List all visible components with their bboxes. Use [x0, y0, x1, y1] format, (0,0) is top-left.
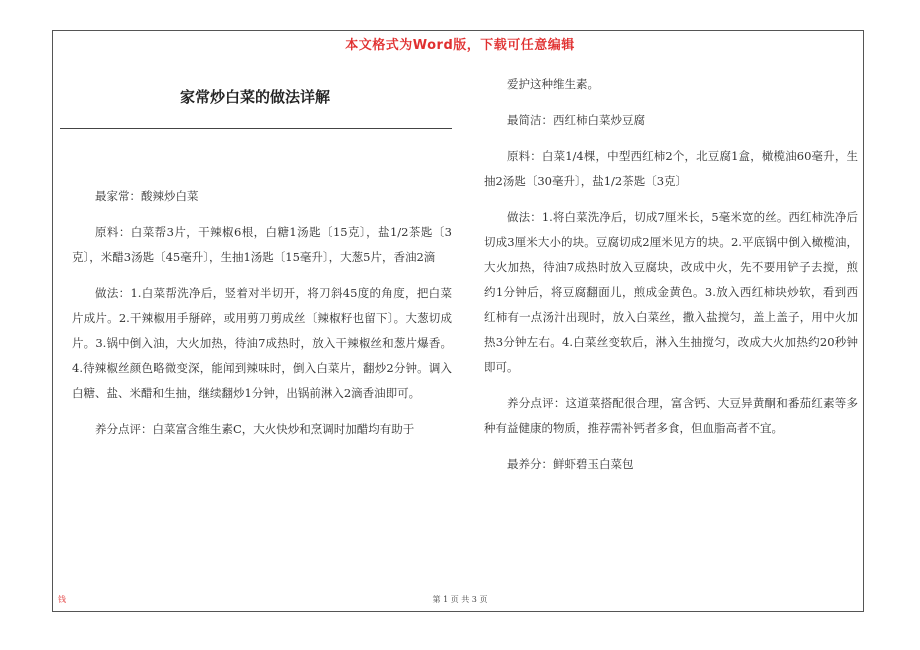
ingredients-paragraph: 原料：白菜1/4棵，中型西红柿2个，北豆腐1盒，橄榄油60毫升，生抽2汤匙〔30毫升〕，盐1/2茶匙〔3克〕: [484, 149, 858, 188]
right-column: [484, 72, 858, 488]
method-paragraph: 做法：1.将白菜洗净后，切成7厘米长，5毫米宽的丝。西红柿洗净后切成3厘米大小的块。豆腐切成2厘米见方的块。2.平底锅中倒入橄榄油，大火加热，待油7成热时放入豆腐块，改成中火，先不要用铲子去搅，煎约1分钟后，将豆腐翻面儿，煎成金黄色。3.放入西红柿块炒软，看到西红柿有一点汤汁出现时，放入白菜丝，撒入盐搅匀，盖上盖子，用中火加热3分钟左右。4.白菜丝变软后，淋入生抽搅匀，改成大火加热约20秒钟即可。: [484, 210, 858, 374]
continued-text: 爱护这种维生素。: [507, 77, 599, 91]
word-format-banner: 本文格式为Word版，下载可任意编辑: [345, 38, 575, 53]
left-column: [72, 184, 452, 453]
corner-mark: 钱: [58, 595, 66, 604]
nutrition-comment-paragraph: 养分点评：白菜富含维生素C，大火快炒和烹调时加醋均有助于: [95, 422, 415, 436]
page-number-footer: 第 1 页 共 3 页: [432, 595, 488, 604]
nutrition-comment-paragraph: 养分点评：这道菜搭配很合理，富含钙、大豆异黄酮和番茄红素等多种有益健康的物质，推荐需补钙者多食，但血脂高者不宜。: [484, 396, 858, 435]
document-title: 家常炒白菜的做法详解: [179, 88, 330, 106]
title-underline: [60, 128, 452, 129]
method-paragraph: 做法：1.白菜帮洗净后，竖着对半切开，将刀斜45度的角度，把白菜片成片。2.干辣椒用手掰碎，或用剪刀剪成丝〔辣椒籽也留下〕。大葱切成片。3.锅中倒入油，大火加热，待油7成热时，放入干辣椒丝和葱片爆香。4.待辣椒丝颜色略微变深，能闻到辣味时，倒入白菜片，翻炒2分钟。调入白糖、盐、米醋和生抽，继续翻炒1分钟，出锅前淋入2滴香油即可。: [72, 286, 452, 400]
ingredients-paragraph: 原料：白菜帮3片，干辣椒6根，白糖1汤匙〔15克〕，盐1/2茶匙〔3克〕，米醋3汤匙〔45毫升〕，生抽1汤匙〔15毫升〕，大葱5片，香油2滴: [72, 225, 452, 264]
section-heading-shrimp-cabbage: 最养分：鲜虾碧玉白菜包: [507, 457, 634, 471]
section-heading-sour-spicy: 最家常：酸辣炒白菜: [95, 189, 199, 203]
section-heading-tomato-tofu: 最简洁：西红柿白菜炒豆腐: [507, 113, 645, 127]
